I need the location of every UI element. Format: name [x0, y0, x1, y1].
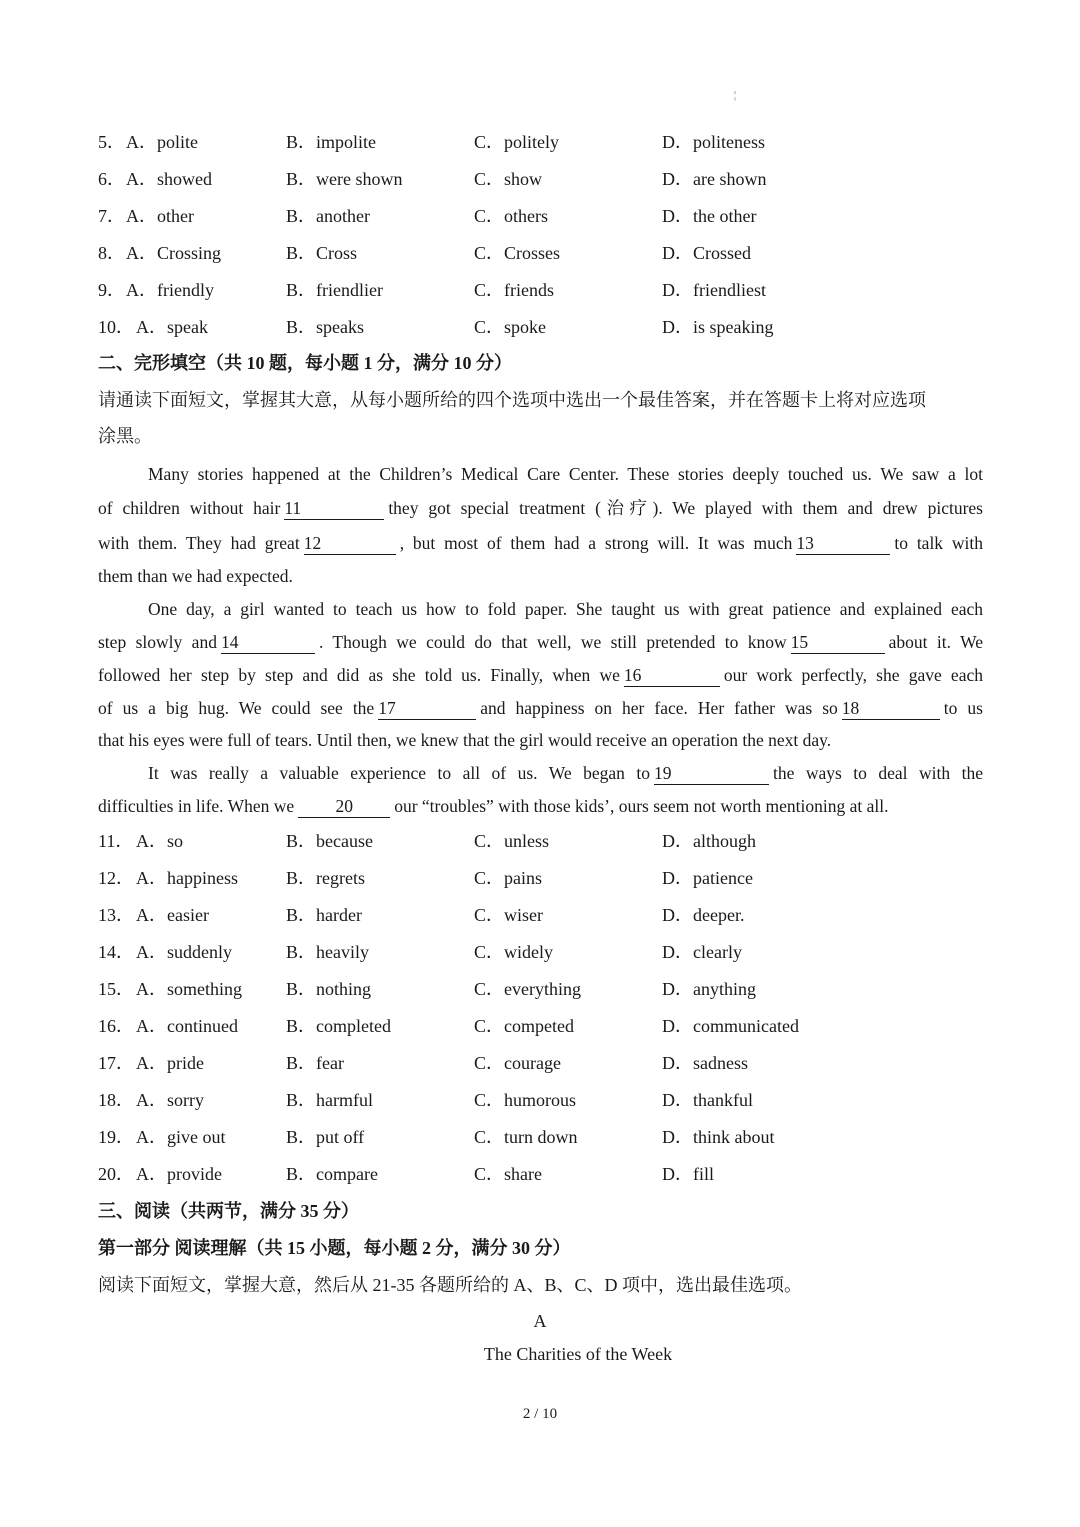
- option-d: D．clearly: [662, 942, 742, 962]
- p1-line4: them than we had expected.: [98, 566, 293, 586]
- question-number: 11．: [98, 831, 134, 851]
- option-b: B．Cross: [286, 243, 358, 263]
- option-b: B．another: [286, 206, 370, 226]
- option-b: B．heavily: [286, 942, 369, 962]
- option-a: A．sorry: [136, 1090, 204, 1110]
- passage-letter: A: [533, 1311, 547, 1331]
- blank-17: 17: [378, 697, 476, 720]
- option-c: C．share: [474, 1164, 542, 1184]
- option-d: D．sadness: [662, 1053, 748, 1073]
- option-c: C．humorous: [474, 1090, 577, 1110]
- option-b: B．put off: [286, 1127, 365, 1147]
- option-a: A．so: [136, 831, 184, 851]
- question-number: 10．: [98, 317, 134, 337]
- option-a: A．suddenly: [136, 942, 232, 962]
- question-number: 16．: [98, 1016, 134, 1036]
- option-a: A．give out: [136, 1127, 226, 1147]
- option-b: B．completed: [286, 1016, 391, 1036]
- option-d: D．politeness: [662, 132, 765, 152]
- option-b: B．nothing: [286, 979, 372, 999]
- option-a: A．something: [136, 979, 242, 999]
- option-c: C．everything: [474, 979, 581, 999]
- option-d: D．Crossed: [662, 243, 751, 263]
- blank-19: 19: [654, 762, 769, 785]
- p1-line1: Many stories happened at the Children’s Medical Care Center. These stories deeply touched us. We saw a lot: [148, 464, 983, 484]
- passage-title: The Charities of the Week: [483, 1344, 673, 1364]
- question-number: 6．: [98, 169, 125, 189]
- p3-line1: It was really a valuable experience to all of us. We began to 19 the ways to deal with the: [148, 763, 983, 783]
- option-b: B．were shown: [286, 169, 403, 189]
- option-a: A．showed: [126, 169, 212, 189]
- blank-14: 14: [221, 631, 315, 654]
- question-number: 9．: [98, 280, 125, 300]
- option-d: D．the other: [662, 206, 757, 226]
- section2-instruction-line2: 涂黑。: [98, 426, 152, 446]
- question-number: 8．: [98, 243, 125, 263]
- option-a: A．friendly: [126, 280, 214, 300]
- option-c: C．pains: [474, 868, 543, 888]
- option-a: A．continued: [136, 1016, 238, 1036]
- option-d: D．are shown: [662, 169, 767, 189]
- option-c: C．spoke: [474, 317, 546, 337]
- option-b: B．harder: [286, 905, 362, 925]
- option-c: C．show: [474, 169, 543, 189]
- option-d: D．although: [662, 831, 756, 851]
- option-b: B．regrets: [286, 868, 365, 888]
- question-number: 20．: [98, 1164, 134, 1184]
- option-c: C．friends: [474, 280, 554, 300]
- section3-subheading: 第一部分 阅读理解（共 15 小题，每小题 2 分，满分 30 分）: [98, 1238, 571, 1258]
- option-a: A．easier: [136, 905, 209, 925]
- blank-15: 15: [791, 631, 885, 654]
- section2-instruction-line1: 请通读下面短文，掌握其大意，从每小题所给的四个选项中选出一个最佳答案，并在答题卡上将对应选项: [98, 390, 926, 410]
- p2-line3: followed her step by step and did as she told us. Finally, when we 16 our work perfectly, she gave each: [98, 665, 983, 685]
- blank-13: 13: [796, 532, 890, 555]
- blank-18: 18: [842, 697, 940, 720]
- option-b: B．speaks: [286, 317, 364, 337]
- p1-line3: with them. They had great 12 , but most of them had a strong will. It was much 13 to talk with: [98, 533, 984, 553]
- question-number: 18．: [98, 1090, 134, 1110]
- p2-line4: of us a big hug. We could see the 17 and happiness on her face. Her father was so 18 to us: [98, 698, 983, 718]
- option-b: B．friendlier: [286, 280, 383, 300]
- option-d: D．communicated: [662, 1016, 799, 1036]
- p1-line2: of children without hair 11 they got special treatment (治疗). We played with them and drew pictures: [98, 498, 983, 518]
- option-c: C．others: [474, 206, 548, 226]
- question-number: 13．: [98, 905, 134, 925]
- section2-heading: 二、完形填空（共 10 题，每小题 1 分，满分 10 分）: [98, 353, 512, 373]
- option-a: A．speak: [136, 317, 208, 337]
- option-d: D．deeper.: [662, 905, 745, 925]
- option-d: D．friendliest: [662, 280, 766, 300]
- option-a: A．other: [126, 206, 194, 226]
- question-number: 19．: [98, 1127, 134, 1147]
- option-b: B．fear: [286, 1053, 344, 1073]
- option-c: C．widely: [474, 942, 553, 962]
- option-c: C．turn down: [474, 1127, 578, 1147]
- p2-line1: One day, a girl wanted to teach us how to fold paper. She taught us with great patience and explained each: [148, 599, 983, 619]
- option-d: D．patience: [662, 868, 753, 888]
- question-number: 14．: [98, 942, 134, 962]
- question-number: 7．: [98, 206, 125, 226]
- blank-12: 12: [304, 532, 396, 555]
- section3-instruction: 阅读下面短文，掌握大意，然后从 21-35 各题所给的 A、B、C、D 项中，选出最佳选项。: [98, 1275, 803, 1295]
- option-a: A．Crossing: [126, 243, 222, 263]
- p2-line2: step slowly and 14 . Though we could do that well, we still pretended to know 15 about it. We: [98, 632, 984, 652]
- option-a: A．polite: [126, 132, 198, 152]
- option-b: B．harmful: [286, 1090, 373, 1110]
- question-number: 5．: [98, 132, 125, 152]
- section3-heading: 三、阅读（共两节，满分 35 分）: [98, 1201, 359, 1221]
- option-c: C．unless: [474, 831, 550, 851]
- option-a: A．happiness: [136, 868, 238, 888]
- option-b: B．impolite: [286, 132, 376, 152]
- option-c: C．Crosses: [474, 243, 561, 263]
- option-c: C．wiser: [474, 905, 543, 925]
- p2-line5: that his eyes were full of tears. Until then, we knew that the girl would receive an operation the next day.: [98, 730, 832, 750]
- option-c: C．courage: [474, 1053, 561, 1073]
- option-c: C．competed: [474, 1016, 574, 1036]
- option-a: A．provide: [136, 1164, 222, 1184]
- option-d: D．thankful: [662, 1090, 753, 1110]
- option-a: A．pride: [136, 1053, 204, 1073]
- p3-line2: difficulties in life. When we 20 our “troubles” with those kids’, ours seem not worth mentioning at all.: [98, 796, 889, 816]
- blank-11: 11: [284, 497, 384, 520]
- option-d: D．anything: [662, 979, 756, 999]
- option-d: D．think about: [662, 1127, 775, 1147]
- option-d: D．is speaking: [662, 317, 774, 337]
- page-number: 2 / 10: [522, 1406, 558, 1422]
- option-c: C．politely: [474, 132, 559, 152]
- question-number: 15．: [98, 979, 134, 999]
- margin-mark: ¦: [734, 90, 737, 101]
- blank-20: 20: [298, 795, 390, 818]
- blank-16: 16: [624, 664, 720, 687]
- option-b: B．compare: [286, 1164, 378, 1184]
- question-number: 17．: [98, 1053, 134, 1073]
- question-number: 12．: [98, 868, 134, 888]
- option-b: B．because: [286, 831, 373, 851]
- option-d: D．fill: [662, 1164, 714, 1184]
